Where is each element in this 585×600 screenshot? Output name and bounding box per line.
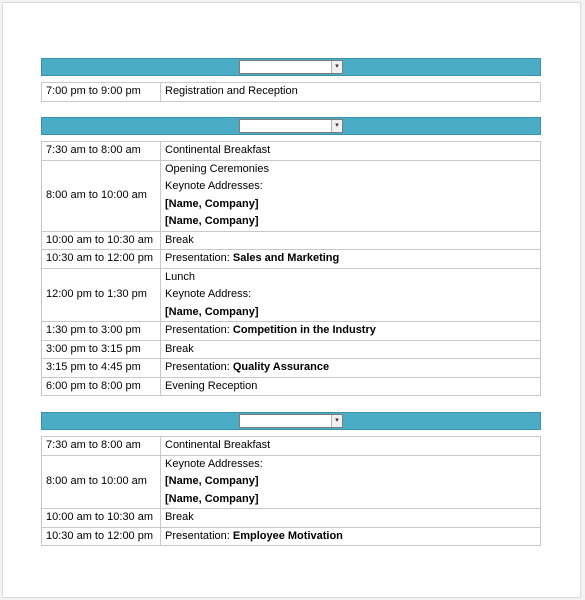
event-line <box>165 491 536 509</box>
event-line <box>165 142 536 160</box>
event-line <box>165 437 536 455</box>
day-header-bar <box>41 412 541 430</box>
schedule-row <box>42 359 541 378</box>
event-emphasis: [Name, Company] <box>165 215 259 227</box>
event-emphasis: [Name, Company] <box>165 475 259 487</box>
event-text: Evening Reception <box>165 379 258 392</box>
event-line <box>165 473 536 491</box>
event-line <box>165 341 536 359</box>
event-cell <box>161 509 541 528</box>
time-cell: 8:00 am to 10:00 am <box>42 455 161 509</box>
day-section-2 <box>41 117 541 396</box>
event-line <box>165 322 536 340</box>
event-text: Break <box>165 342 194 355</box>
schedule-row <box>42 160 541 231</box>
schedule-row <box>42 340 541 359</box>
schedule-row <box>42 142 541 161</box>
time-cell: 7:00 pm to 9:00 pm <box>42 83 161 102</box>
schedule-table <box>41 436 541 546</box>
document-page <box>2 2 581 598</box>
event-line <box>165 161 536 179</box>
event-text: Break <box>165 511 194 523</box>
event-text: Break <box>165 233 194 246</box>
event-line <box>165 196 536 214</box>
time-cell: 6:00 pm to 8:00 pm <box>42 377 161 396</box>
event-line <box>165 232 536 250</box>
event-text: Presentation: <box>165 324 233 336</box>
event-emphasis: [Name, Company] <box>165 197 259 210</box>
event-emphasis: Competition in the Industry <box>232 324 376 336</box>
schedule-row <box>42 250 541 269</box>
event-cell <box>161 250 541 269</box>
day-header-bar <box>41 117 541 135</box>
event-cell <box>161 231 541 250</box>
schedule-row <box>42 322 541 341</box>
event-cell <box>161 340 541 359</box>
time-cell: 10:30 am to 12:00 pm <box>42 527 161 546</box>
schedule-row <box>42 231 541 250</box>
day-header-bar <box>41 58 541 76</box>
event-text: Continental Breakfast <box>165 439 271 451</box>
event-text: Opening Ceremonies <box>165 162 269 175</box>
event-text: Lunch <box>165 270 195 283</box>
event-cell <box>161 377 541 396</box>
day-dropdown[interactable] <box>239 119 343 133</box>
event-line <box>165 528 536 546</box>
event-cell <box>161 359 541 378</box>
event-text: Presentation: <box>165 252 233 264</box>
event-cell <box>161 455 541 509</box>
event-line <box>165 378 536 396</box>
time-cell: 7:30 am to 8:00 am <box>42 437 161 456</box>
event-line <box>165 359 536 377</box>
event-text: Keynote Address: <box>165 288 252 300</box>
schedule-row <box>42 437 541 456</box>
schedule-row <box>42 377 541 396</box>
chevron-down-icon: ▾ <box>331 415 342 427</box>
event-emphasis: Sales and Marketing <box>232 252 340 264</box>
schedule-table <box>41 82 541 102</box>
chevron-down-icon: ▾ <box>331 61 342 73</box>
time-cell: 7:30 am to 8:00 am <box>42 142 161 161</box>
event-emphasis: Employee Motivation <box>232 529 343 542</box>
event-emphasis: Quality Assurance <box>232 361 330 373</box>
event-line <box>165 304 536 322</box>
event-emphasis: [Name, Company] <box>165 492 259 505</box>
schedule-row <box>42 268 541 322</box>
time-cell: 8:00 am to 10:00 am <box>42 160 161 231</box>
event-line <box>165 456 536 474</box>
event-line <box>165 509 536 527</box>
day-section-3 <box>41 412 541 546</box>
event-cell <box>161 268 541 322</box>
event-cell <box>161 322 541 341</box>
day-dropdown[interactable] <box>239 414 343 428</box>
event-text: Keynote Addresses: <box>165 457 263 470</box>
event-line <box>165 250 536 268</box>
event-text: Keynote Addresses: <box>165 180 263 192</box>
time-cell: 10:30 am to 12:00 pm <box>42 250 161 269</box>
event-line <box>165 83 536 101</box>
event-cell <box>161 437 541 456</box>
event-cell <box>161 160 541 231</box>
time-cell: 3:00 pm to 3:15 pm <box>42 340 161 359</box>
time-cell: 1:30 pm to 3:00 pm <box>42 322 161 341</box>
day-dropdown[interactable] <box>239 60 343 74</box>
event-emphasis: [Name, Company] <box>165 305 259 318</box>
schedule-row <box>42 509 541 528</box>
chevron-down-icon: ▾ <box>331 120 342 132</box>
event-cell <box>161 527 541 546</box>
schedule-row <box>42 455 541 509</box>
time-cell: 3:15 pm to 4:45 pm <box>42 359 161 378</box>
schedule-row <box>42 527 541 546</box>
time-cell: 10:00 am to 10:30 am <box>42 509 161 528</box>
event-cell <box>161 83 541 102</box>
event-line <box>165 178 536 196</box>
event-text: Continental Breakfast <box>165 144 271 156</box>
event-line <box>165 213 536 231</box>
schedule-table <box>41 141 541 396</box>
time-cell: 10:00 am to 10:30 am <box>42 231 161 250</box>
event-line <box>165 286 536 304</box>
event-text: Registration and Reception <box>165 85 298 97</box>
event-line <box>165 269 536 287</box>
time-cell: 12:00 pm to 1:30 pm <box>42 268 161 322</box>
event-text: Presentation: <box>165 361 233 373</box>
schedule-row <box>42 83 541 102</box>
event-cell <box>161 142 541 161</box>
event-text: Presentation: <box>165 529 233 542</box>
day-section-1 <box>41 58 541 102</box>
